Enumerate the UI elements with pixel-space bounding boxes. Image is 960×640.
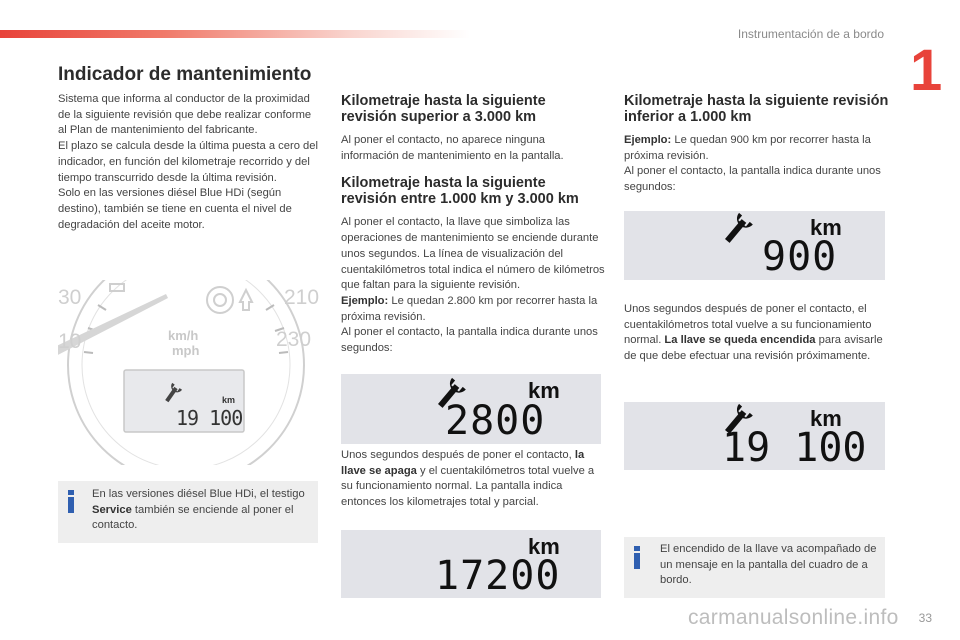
display-900-unit: km (810, 215, 842, 240)
section-title: Instrumentación de a bordo (737, 27, 884, 41)
paragraph-key-off (341, 448, 603, 511)
speed-label-210: 210 (284, 286, 320, 309)
cluster-lcd-unit: km (222, 395, 236, 405)
display-2800 (341, 374, 601, 444)
column-right (624, 93, 890, 196)
key-on-pre: Unos segundos después de poner el contacto, el cuentakilómetros total vuelve a su funcionamiento normal. (624, 303, 872, 347)
watermark: carmanualsonline.info (688, 606, 899, 629)
key-off-bold: la llave se apaga (341, 449, 585, 477)
example-2800 (341, 294, 605, 325)
display-2800-value: 2800 (445, 398, 546, 444)
speed-label-30: 30 (58, 286, 82, 309)
paragraph-over-3000: Al poner el contacto, no aparece ninguna información de mantenimiento en la pantalla. (341, 134, 564, 162)
unit-mph: mph (172, 343, 200, 358)
display-900-value: 900 (762, 234, 838, 280)
example-label-900: Ejemplo: (624, 134, 672, 146)
heading-1000-3000: Kilometraje hasta la siguiente revisión entre 1.000 km y 3.000 km (341, 175, 579, 208)
example-text-900: Le quedan 900 km por recorrer hasta la próxima revisión. (624, 134, 871, 162)
display-900 (624, 211, 885, 280)
page-title: Indicador de mantenimiento (58, 64, 312, 85)
cluster-lcd-value: 19 100 (176, 406, 243, 430)
unit-kmh: km/h (168, 328, 199, 343)
example-900 (624, 133, 890, 164)
display-19100-unit: km (810, 406, 842, 431)
key-off-pre: Unos segundos después de poner el contacto, (341, 449, 575, 461)
heading-over-3000: Kilometraje hasta la siguiente revisión superior a 3.000 km (341, 93, 546, 125)
instrument-cluster-illustration (58, 280, 320, 465)
key-off-post: y el cuentakilómetros total vuelve a su funcionamiento normal. La pantalla indica entonces los kilometrajes total y parcial. (341, 464, 595, 509)
calculation-paragraph: El plazo se calcula desde la última puesta a cero del indicador, en función del kilometraje recorrido y del tiempo transcurrido desde la última revisión. (58, 140, 318, 184)
display-17200-unit: km (528, 534, 560, 559)
info-icon (634, 546, 642, 569)
chapter-number: 1 (910, 38, 943, 103)
display-2800-unit: km (528, 378, 560, 403)
column-middle (341, 93, 605, 357)
info-box-service (58, 481, 318, 543)
display-17200-value: 17200 (435, 553, 561, 599)
column-intro (58, 92, 320, 233)
heading-under-1000: Kilometraje hasta la siguiente revisión inferior a 1.000 km (624, 93, 889, 125)
display-17200 (341, 530, 601, 598)
display-19100-value: 19 100 (722, 425, 867, 471)
info-message-text: El encendido de la llave va acompañado de un mensaje en la pantalla del cuadro de a bordo. (660, 543, 877, 587)
speed-label-230: 230 (276, 328, 312, 351)
display-19100 (624, 402, 885, 470)
paragraph-display-intro-900: Al poner el contacto, la pantalla indica durante unos segundos: (624, 165, 881, 194)
key-on-bold: La llave se queda encendida (664, 334, 816, 347)
intro-paragraph: Sistema que informa al conductor de la proximidad de la siguiente revisión que debe realizar conforme al Plan de mantenimiento del fabricante. (58, 93, 312, 137)
paragraph-display-intro: Al poner el contacto, la pantalla indica durante unos segundos: (341, 326, 598, 355)
example-label: Ejemplo: (341, 294, 389, 307)
page-number: 33 (918, 611, 932, 625)
diesel-paragraph: Solo en las versiones diésel Blue HDi (según destino), también se tiene en cuenta el nivel de degradación del aceite motor. (58, 187, 292, 231)
wrench-icon (720, 213, 752, 247)
example-text: Le quedan 2.800 km por recorrer hasta la próxima revisión. (341, 294, 598, 323)
info-icon (68, 490, 76, 513)
info-text-prefix: En las versiones diésel Blue HDi, el testigo (92, 488, 305, 500)
info-text-bold: Service (92, 503, 132, 516)
key-on-post: para avisarle de que debe efectuar una revisión próximamente. (624, 334, 883, 363)
paragraph-1000-3000: Al poner el contacto, la llave que simboliza las operaciones de mantenimiento se enciende durante unos segundos. La línea de visualización del cuentakilómetros total indica el número de kilómetros que faltan para la siguiente revisión. (341, 216, 605, 292)
info-text-suffix: también se enciende al poner el contacto. (92, 503, 294, 532)
info-box-message (624, 537, 885, 598)
speed-label-10: 10 (58, 330, 82, 353)
paragraph-key-on (624, 302, 886, 365)
header-accent-bar (0, 30, 470, 38)
